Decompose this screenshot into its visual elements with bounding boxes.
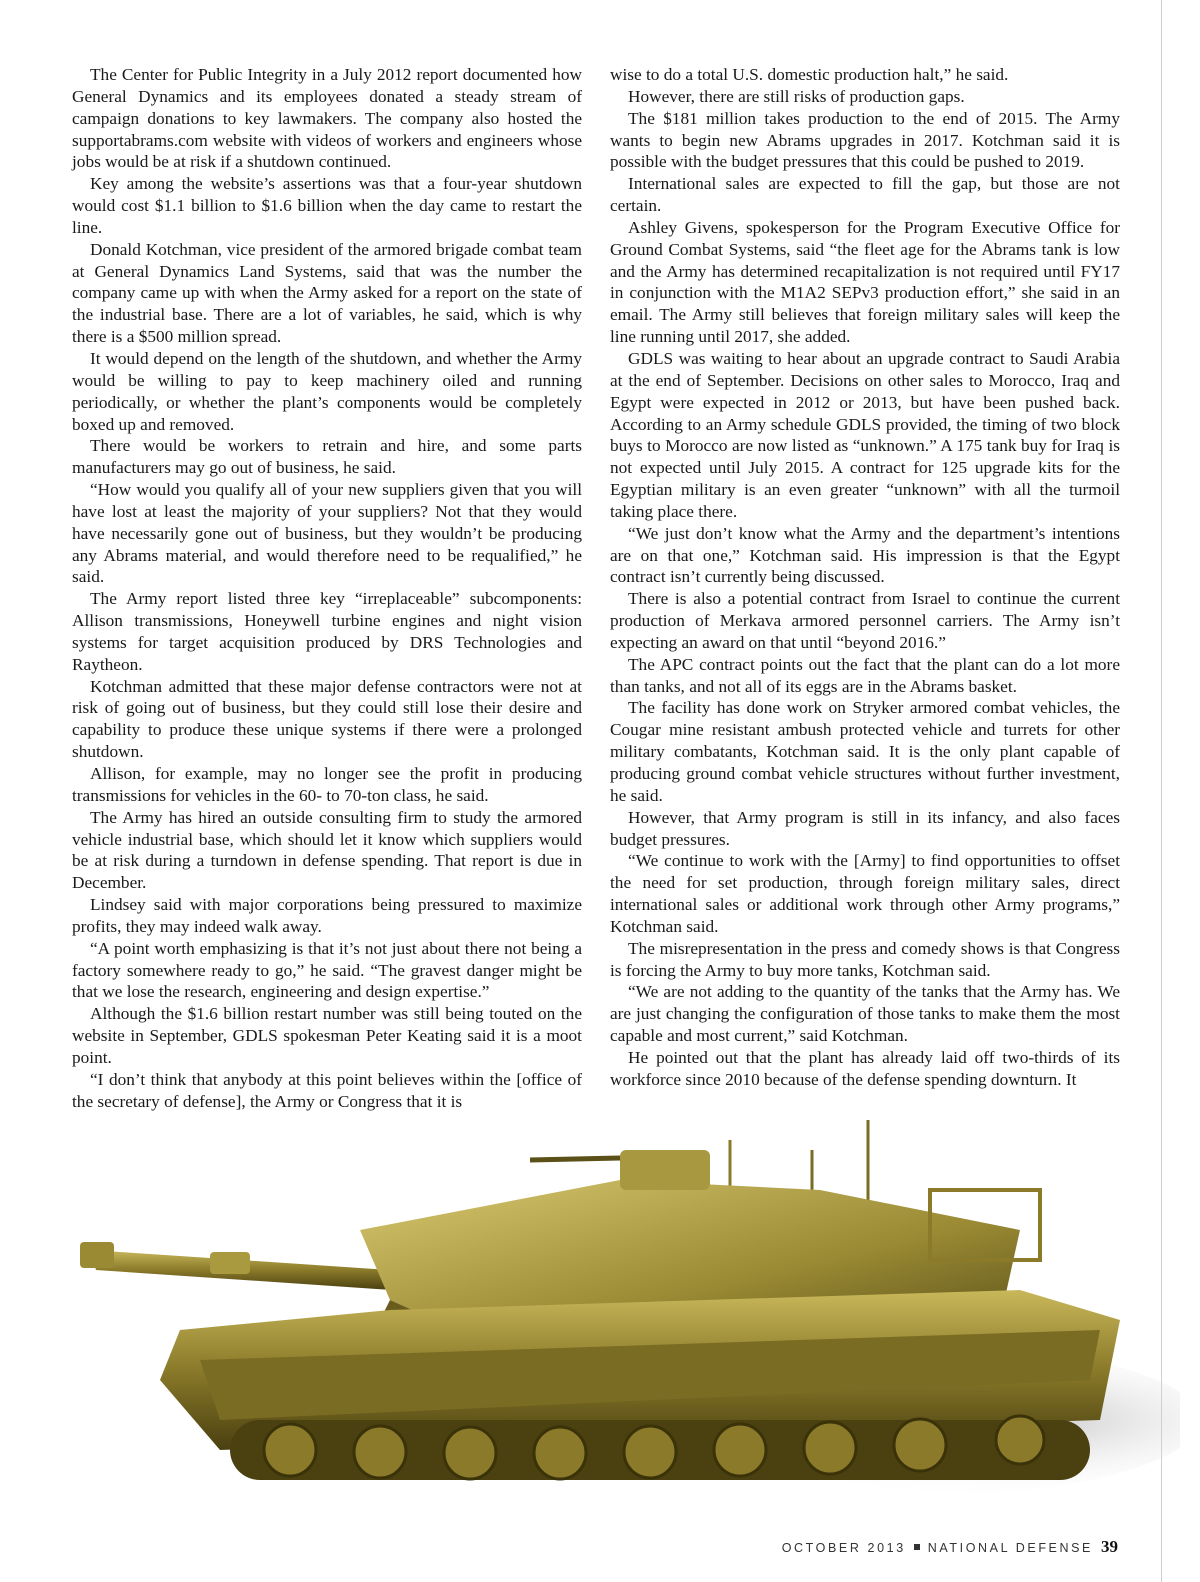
paragraph: “We are not adding to the quantity of the tanks that the Army has. We are just changing the configuration of those tanks to make them the most capable and most current,” said Kotchman.: [610, 982, 1120, 1046]
paragraph: International sales are expected to fill the gap, but those are not certain.: [610, 174, 1120, 216]
paragraph: There is also a potential contract from Israel to continue the current production of Merkava armored personnel carriers. The Army isn’t expecting an award on that until “beyond 2016.”: [610, 589, 1120, 652]
paragraph: GDLS was waiting to hear about an upgrade contract to Saudi Arabia at the end of September. Decisions on other sales to Morocco, Iraq and Egypt were expected in 2012 or 2013, but have been pushed back. According to an Army schedule GDLS provided, the timing of two block buys to Morocco are now listed as “unknown.” A 175 tank buy for Iraq is not expected until July 2015. A contract for 125 upgrade kits for the Egyptian military is an even greater “unknown” with all the turmoil taking place there.: [610, 348, 1120, 521]
paragraph: The Army has hired an outside consulting firm to study the armored vehicle industrial base, which should let it know which suppliers would be at risk during a turndown in defense spending. That report is due in December.: [72, 807, 582, 893]
paragraph: The APC contract points out the fact that the plant can do a lot more than tanks, and not all of its eggs are in the Abrams basket.: [610, 654, 1120, 696]
article-column-left: [72, 64, 582, 1113]
paragraph: “We just don’t know what the Army and the department’s intentions are on that one,” Kotchman said. His impression is that the Egypt contract isn’t currently being discussed.: [610, 523, 1120, 587]
page-footer: [782, 1537, 1118, 1557]
paragraph: He pointed out that the plant has already laid off two-thirds of its workforce since 2010 because of the defense spending downturn. It: [610, 1047, 1120, 1089]
paragraph: Kotchman admitted that these major defense contractors were not at risk of going out of business, but they could still lose their desire and capability to produce these unique systems if there were a prolonged shutdown.: [72, 676, 582, 762]
footer-separator: [914, 1544, 920, 1550]
paragraph: It would depend on the length of the shutdown, and whether the Army would be willing to pay to keep machinery oiled and running periodically, or whether the plant’s components would be completely boxed up and removed.: [72, 348, 582, 434]
paragraph: However, that Army program is still in its infancy, and also faces budget pressures.: [610, 807, 1120, 849]
paragraph: However, there are still risks of production gaps.: [628, 86, 965, 106]
m1-abrams-tank-icon: [60, 1120, 1180, 1540]
paragraph-continuation: wise to do a total U.S. domestic production halt,” he said.: [610, 65, 1009, 84]
paragraph: “We continue to work with the [Army] to find opportunities to offset the need for set production, through foreign military sales, direct international sales or additional work through other Army programs,” Kotchman said.: [610, 851, 1120, 936]
page-number: 39: [1101, 1537, 1118, 1556]
paragraph: Key among the website’s assertions was that a four-year shutdown would cost $1.1 billion to $1.6 billion when the day came to restart the line.: [72, 174, 582, 237]
paragraph: The Army report listed three key “irreplaceable” subcomponents: Allison transmissions, Honeywell turbine engines and night vision systems for target acquisition produced by DRS Technologies and Raytheon.: [72, 589, 582, 674]
footer-publication: NATIONAL DEFENSE: [927, 1541, 1093, 1555]
tank-illustration: [60, 1120, 1180, 1540]
article-column-right: [610, 64, 1120, 1091]
paragraph: There would be workers to retrain and hire, and some parts manufacturers may go out of business, he said.: [72, 436, 582, 478]
paragraph: The Center for Public Integrity in a July 2012 report documented how General Dynamics and its employees donated a steady stream of campaign donations to key lawmakers. The company also hosted the supportabrams.com website with videos of workers and engineers whose jobs would be at risk if a shutdown continued.: [72, 65, 582, 172]
paragraph: Donald Kotchman, vice president of the armored brigade combat team at General Dynamics Land Systems, said that was the number the company came up with when the Army asked for a report on the state of the industrial base. There are a lot of variables, he said, which is why there is a $500 million spread.: [72, 239, 582, 347]
paragraph: “How would you qualify all of your new suppliers given that you will have lost at least the majority of your suppliers? Not that they would have necessarily gone out of business, but they wouldn’t be producing any Abrams material, and would therefore need to be requalified,” he said.: [72, 480, 582, 587]
footer-issue: OCTOBER 2013: [781, 1541, 906, 1555]
paragraph: Although the $1.6 billion restart number was still being touted on the website in September, GDLS spokesman Peter Keating said it is a moot point.: [72, 1004, 582, 1067]
paragraph: The $181 million takes production to the end of 2015. The Army wants to begin new Abrams upgrades in 2017. Kotchman said it is possible with the budget pressures that this could be pushed to 2019.: [610, 108, 1120, 172]
paragraph: “A point worth emphasizing is that it’s not just about there not being a factory somewhere ready to go,” he said. “The gravest danger might be that we lose the research, engineering and design expertise.”: [72, 938, 582, 1002]
paragraph: Allison, for example, may no longer see the profit in producing transmissions for vehicles in the 60- to 70-ton class, he said.: [72, 764, 582, 805]
paragraph: “I don’t think that anybody at this point believes within the [office of the secretary of defense], the Army or Congress that it is: [72, 1069, 582, 1111]
paragraph: The misrepresentation in the press and comedy shows is that Congress is forcing the Army to buy more tanks, Kotchman said.: [610, 938, 1120, 980]
paragraph: Ashley Givens, spokesperson for the Program Executive Office for Ground Combat Systems, said “the fleet age for the Abrams tank is low and the Army has determined recapitalization is not required until FY17 in conjunction with the M1A2 SEPv3 production effort,” she said in an email. The Army still believes that foreign military sales will keep the line running until 2017, she added.: [610, 217, 1120, 347]
paragraph: Lindsey said with major corporations being pressured to maximize profits, they may indeed walk away.: [72, 895, 582, 936]
paragraph: The facility has done work on Stryker armored combat vehicles, the Cougar mine resistant ambush protected vehicle and turrets for other military combatants, Kotchman said. It is the only plant capable of producing ground combat vehicle structures without further investment, he said.: [610, 698, 1120, 805]
